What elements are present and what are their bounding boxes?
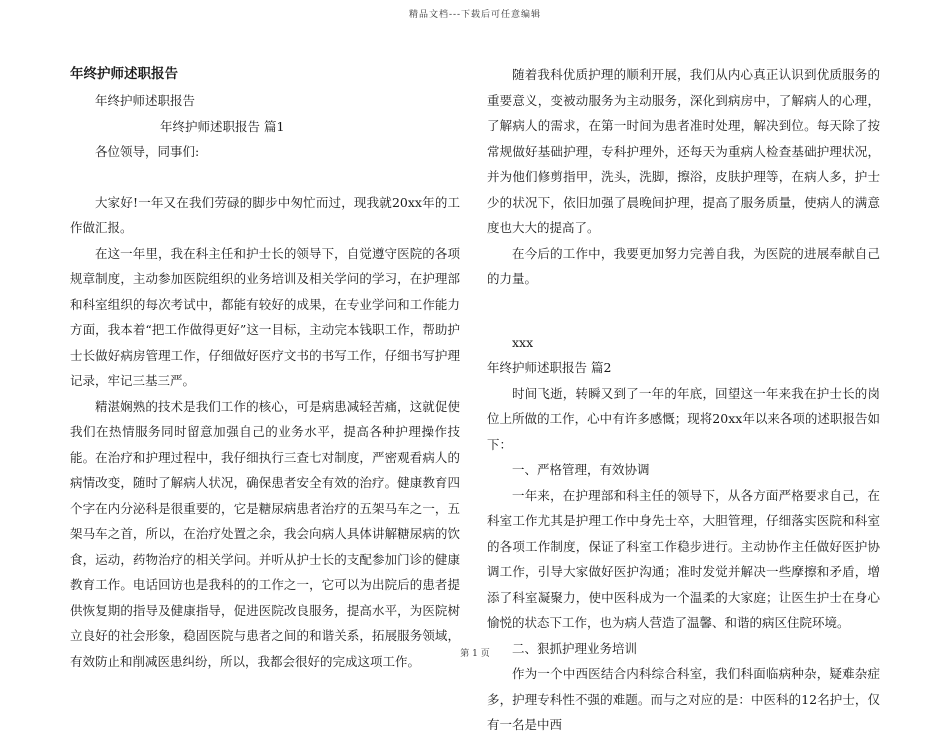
paragraph: 作为一个中西医结合内科综合科室，我们科面临病种杂，疑难杂症多，护理专科性不强的难题。而与之对应的是：中医科的12名护士，仅有一名是中西 <box>487 666 880 732</box>
paragraph: 时间飞逝，转瞬又到了一年的年底，回望这一年来我在护士长的岗位上所做的工作，心中有许多感慨；现将20xx年以来各项的述职报告如下： <box>487 385 880 452</box>
subtitle: 年终护师述职报告 <box>95 93 196 108</box>
left-column <box>70 62 460 674</box>
paragraph: 精湛娴熟的技术是我们工作的核心，可是病患减轻苦痛，这就促使我们在热情服务同时留意加强自己的业务水平，提高各种护理操作技能。在治疗和护理过程中，我仔细执行三查七对制度，严密观看病人的病情改变，随时了解病人状况，确保患者安全有效的治疗。健康教育四个字在内分泌科是很重要的，它是糖尿病患者治疗的五架马车之一，五架马车之首，所以，在治疗处置之余，我会向病人具体讲解糖尿病的饮食，运动，药物治疗的相关学问。并听从护士长的支配参加门诊的健康教育工作。电话回访也是我科的的工作之一，它可以为出院后的患者提供恢复期的指导及健康指导，促进医院改良服务，提高水平，为医院树立良好的社会形象，稳固医院与患者之间的和谐关系，拓展服务领域，有效防止和削减医患纠纷，所以，我都会很好的完成这项工作。 <box>70 398 460 669</box>
spacer <box>487 292 880 330</box>
section-heading: 二、狠抓护理业务培训 <box>512 640 638 656</box>
paragraph: 随着我科优质护理的顺利开展，我们从内心真正认识到优质服务的重要意义，变被动服务为主动服务，深化到病房中，了解病人的心理，了解病人的需求，在第一时间为患者准时处理，解决到位。每天除了按常规做好基础护理，专科护理外，还每天为重病人检查基础护理状况，并为他们修剪指甲，洗头，洗脚，擦浴，皮肤护理等，在病人多，护士少的状况下，依旧加强了晨晚间护理，提高了服务质量，使病人的满意度也大大的提高了。 <box>487 67 880 235</box>
signature: xxx <box>512 334 534 350</box>
section-heading: 一、严格管理，有效协调 <box>512 462 650 477</box>
header-note: 精品文档---下载后可任意编辑 <box>408 10 542 20</box>
part1-heading: 年终护师述职报告 篇1 <box>160 118 285 134</box>
spacer <box>70 165 460 190</box>
paragraph: 一年来，在护理部和科主任的领导下，从各方面严格要求自己，在科室工作尤其是护理工作中身先士卒，大胆管理，仔细落实医院和科室的各项工作制度，保证了科室工作稳步进行。主动协作主任做好医护协调工作，引导大家做好医护沟通；准时发觉并解决一些摩擦和矛盾，增添了科室凝聚力，使中医科成为一个温柔的大家庭；让医生护士在身心愉悦的状态下工作，也为病人营造了温馨、和谐的病区住院环境。 <box>487 487 880 630</box>
right-column <box>487 62 880 738</box>
part2-heading: 年终护师述职报告 篇2 <box>487 360 612 375</box>
paragraph: 在今后的工作中，我要更加努力完善自我，为医院的进展奉献自己的力量。 <box>487 245 880 286</box>
document-title: 年终护师述职报告 <box>70 66 178 82</box>
greeting: 各位领导，同事们: <box>95 144 200 159</box>
paragraph: 在这一年里，我在科主任和护士长的领导下，自觉遵守医院的各项规章制度，主动参加医院组织的业务培训及相关学问的学习，在护理部和科室组织的每次考试中，都能有较好的成果，在专业学问和工作能力方面，我本着“把工作做得更好”这一目标，主动完本钱职工作，帮助护士长做好病房管理工作，仔细做好医疗文书的书写工作，仔细书写护理记录，牢记三基三严。 <box>70 245 460 388</box>
paragraph: 大家好!一年又在我们劳碌的脚步中匆忙而过，现我就20xx年的工作做汇报。 <box>70 194 460 235</box>
page-number: 第 1 页 <box>460 649 490 659</box>
